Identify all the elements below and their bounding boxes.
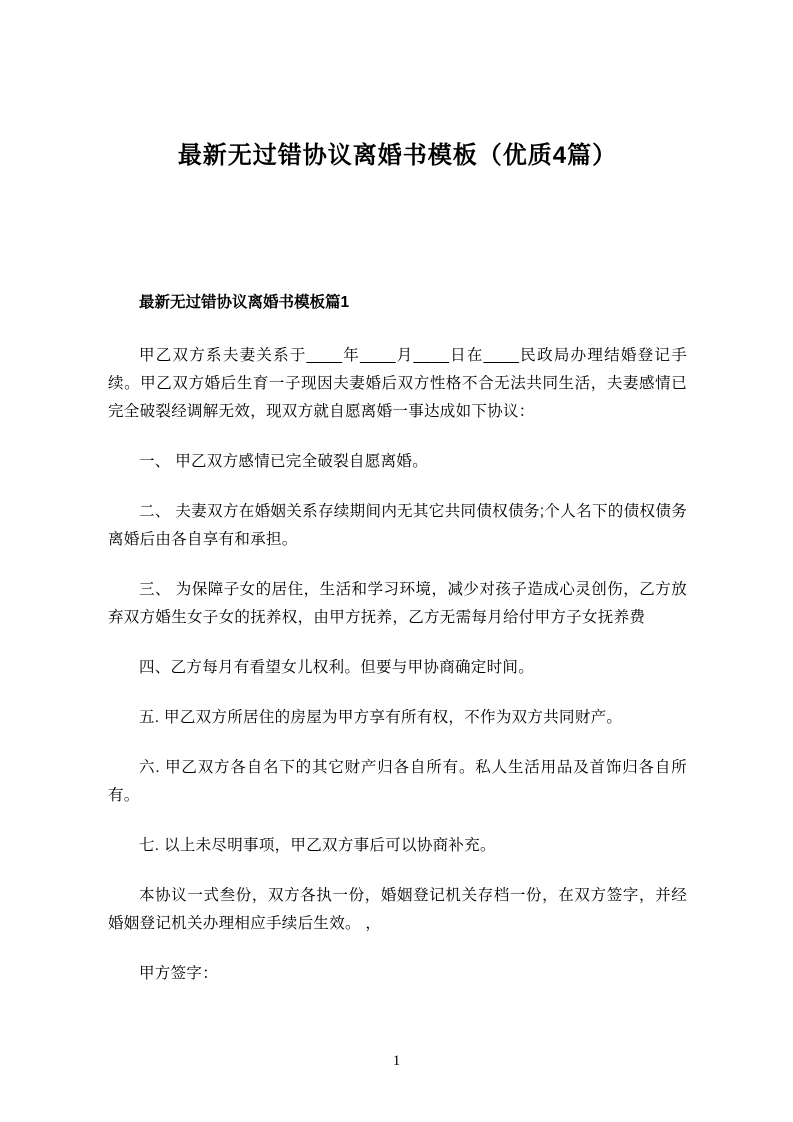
paragraph-signature-party-a: 甲方签字： xyxy=(139,965,219,982)
paragraph-clause-6: 六. 甲乙双方各自名下的其它财产归各自所有。私人生活用品及首饰归各自所有。 xyxy=(108,759,687,804)
page-number: 1 xyxy=(392,1053,401,1069)
paragraph-clause-4: 四、乙方每月有看望女儿权利。但要与甲协商确定时间。 xyxy=(139,659,535,676)
document-title: 最新无过错协议离婚书模板（优质4篇） xyxy=(177,142,618,169)
paragraph-clause-2: 二、 夫妻双方在婚姻关系存续期间内无其它共同债权债务;个人名下的债权债务离婚后由各自享有和承担。 xyxy=(108,503,687,548)
paragraph-clause-5: 五. 甲乙双方所居住的房屋为甲方享有所有权，不作为双方共同财产。 xyxy=(139,709,623,726)
paragraph-intro: 甲乙双方系夫妻关系于____年____月____日在____民政局办理结婚登记手续。甲乙双方婚后生育一子现因夫妻婚后双方性格不合无法共同生活，夫妻感情已完全破裂经调解无效，现双方就自愿离婚一事达成如下协议： xyxy=(108,347,687,420)
paragraph-clause-7: 七. 以上未尽明事项，甲乙双方事后可以协商补充。 xyxy=(139,837,496,854)
paragraph-effectivity: 本协议一式叁份，双方各执一份，婚姻登记机关存档一份，在双方签字，并经婚姻登记机关办理相应手续后生效。 ， xyxy=(108,887,687,932)
paragraph-clause-1: 一、 甲乙双方感情已完全破裂自愿离婚。 xyxy=(139,453,429,470)
paragraph-clause-3: 三、 为保障子女的居住，生活和学习环境，减少对孩子造成心灵创伤，乙方放弃双方婚生女子女的抚养权，由甲方抚养，乙方无需每月给付甲方子女抚养费 xyxy=(108,581,687,626)
section-heading: 最新无过错协议离婚书模板篇1 xyxy=(139,294,350,311)
